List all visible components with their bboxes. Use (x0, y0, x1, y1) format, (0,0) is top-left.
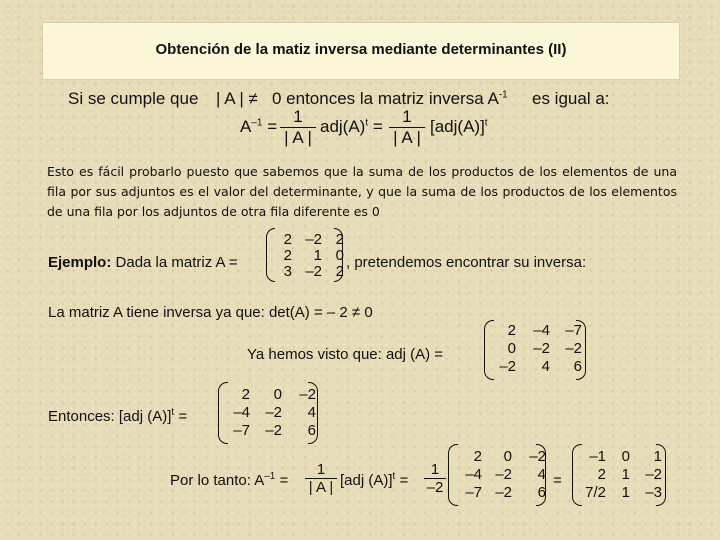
matrix-cell: –4 (233, 404, 250, 421)
matrix-cell: –2 (533, 340, 550, 357)
example-line (48, 254, 238, 271)
matrix-cell: –4 (465, 466, 482, 483)
result-fraction-1: $\frac{1}{| A |}$ (305, 461, 337, 496)
matrix-paren-right (334, 228, 343, 282)
matrix-paren-right (536, 444, 546, 506)
matrix-cell: –2 (495, 484, 512, 501)
condition-prefix: Si se cumple que (68, 89, 199, 108)
matrix-cell: –2 (305, 263, 322, 280)
matrix-paren-right (308, 382, 318, 444)
matrix-cell: 4 (541, 358, 550, 375)
matrix-adj-transpose (222, 386, 316, 440)
matrix-cell: –2 (299, 386, 316, 403)
matrix-cell: 2 (283, 231, 292, 248)
matrix-cell: 2 (507, 322, 516, 339)
matrix-adj (488, 322, 582, 376)
matrix-cell: 2 (241, 386, 250, 403)
matrix-cell: 2 (335, 263, 344, 280)
result-fraction-2: $\frac{1}{-2}$ (424, 461, 446, 496)
result-text: Por lo tanto: $A^{-1}$ = (170, 471, 289, 489)
matrix-cell: 6 (307, 422, 316, 439)
condition-middle: 0 entonces la matriz inversa $A^{-1}$ (272, 89, 508, 108)
matrix-cell: –2 (565, 340, 582, 357)
condition-line (68, 89, 198, 109)
matrix-cell: –1 (589, 448, 606, 465)
matrix-cell: 1 (621, 466, 630, 483)
formula-lhs: $A^{-1}$ = (240, 117, 278, 136)
matrix-cell: –2 (499, 358, 516, 375)
matrix-cell: 6 (573, 358, 582, 375)
example-text: Dada la matriz A = (115, 254, 238, 271)
result-equals: = (553, 472, 562, 489)
matrix-cell: 0 (507, 340, 516, 357)
matrix-cell: 3 (283, 263, 292, 280)
matrix-cell: 2 (473, 448, 482, 465)
explanation-text: Esto es fácil probarlo puesto que sabemos que la suma de los productos de los elementos de una fila por sus adjuntos es el valor del determinante, y que la suma de los productos de los elementos de una fila por los adjuntos de otra fila diferente es 0 (47, 164, 677, 219)
matrix-cell: –2 (265, 422, 282, 439)
matrix-cell: –2 (645, 466, 662, 483)
matrix-cell: –2 (495, 466, 512, 483)
matrix-cell: 1 (621, 484, 630, 501)
matrix-cell: 2 (335, 231, 344, 248)
matrix-cell: –2 (305, 231, 322, 248)
matrix-paren-right (576, 320, 586, 380)
matrix-paren-right (656, 444, 666, 506)
matrix-cell: 1 (313, 247, 322, 264)
matrix-cell: –2 (529, 448, 546, 465)
matrix-cell: –4 (533, 322, 550, 339)
example-label: Ejemplo: (48, 254, 112, 271)
formula-fraction-2: $\frac{1}{| A |}$ (389, 107, 425, 148)
formula-adj: $adj(A)^t$ = (320, 117, 383, 136)
matrix-cell: 1 (653, 448, 662, 465)
matrix-cell: 2 (283, 247, 292, 264)
formula-fraction-1: $\frac{1}{| A |}$ (280, 107, 316, 148)
matrix-cell: 0 (503, 448, 512, 465)
matrix-cell: 0 (335, 247, 344, 264)
matrix-cell: 6 (537, 484, 546, 501)
matrix-cell: 4 (537, 466, 546, 483)
title-box (42, 22, 680, 80)
has-inverse-text: La matriz A tiene inversa ya que: det(A) = – 2 ≠ 0 (48, 304, 373, 321)
matrix-cell: –7 (233, 422, 250, 439)
formula-adj2: $[adj(A)]^t$ (430, 117, 488, 136)
result-adj: [adj (A)]$^t$ = (340, 471, 409, 489)
matrix-cell: –3 (645, 484, 662, 501)
matrix-cell: –2 (265, 404, 282, 421)
page-title: Obtención de la matiz inversa mediante determinantes (II) (155, 41, 567, 58)
matrix-cell: –7 (565, 322, 582, 339)
matrix-cell: 2 (597, 466, 606, 483)
matrix-cell: 4 (307, 404, 316, 421)
matrix-cell: 0 (273, 386, 282, 403)
example-after: , pretendemos encontrar su inversa: (346, 254, 587, 271)
matrix-result-1 (452, 448, 546, 502)
condition-det: | A | ≠ (216, 89, 258, 108)
transpose-text: Entonces: [adj (A)]$^t$ = (48, 407, 188, 425)
condition-suffix: es igual a: (532, 89, 610, 108)
adj-text: Ya hemos visto que: adj (A) = (247, 346, 444, 363)
matrix-cell: –7 (465, 484, 482, 501)
matrix-result-2 (576, 448, 662, 502)
matrix-cell: 0 (621, 448, 630, 465)
matrix-cell: 7/2 (585, 484, 606, 501)
